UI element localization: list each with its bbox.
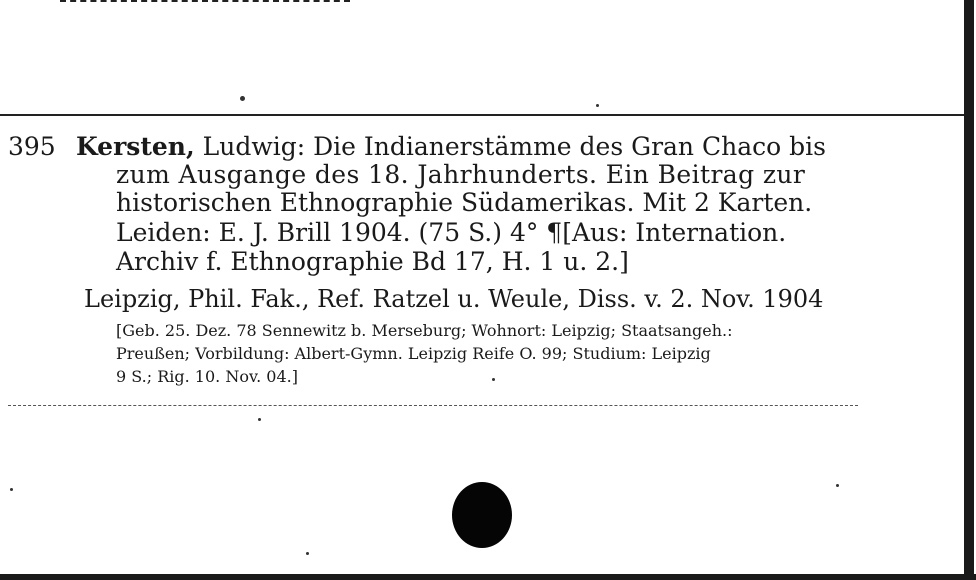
title-line-5: Archiv f. Ethnographie Bd 17, H. 1 u. 2.] <box>116 247 629 276</box>
speck <box>492 378 495 381</box>
speck <box>306 552 309 555</box>
note-line-1: [Geb. 25. Dez. 78 Sennewitz b. Merseburg; Wohnort: Leipzig; Staatsangeh.: <box>116 321 733 340</box>
speck <box>10 488 13 491</box>
title-line-3: historischen Ethnographie Südamerikas. Mit 2 Karten. <box>116 188 813 217</box>
speck <box>240 96 245 101</box>
note-line-3: 9 S.; Rig. 10. Nov. 04.] <box>116 367 298 386</box>
thesis-line: Leipzig, Phil. Fak., Ref. Ratzel u. Weule, Diss. v. 2. Nov. 1904 <box>84 285 824 313</box>
title-line-1-text: Ludwig: Die Indianerstämme des Gran Chaco bis <box>194 132 826 161</box>
bottom-card-edge <box>0 574 976 580</box>
title-line-1 <box>76 132 826 162</box>
title-line-2: zum Ausgange des 18. Jahrhunderts. Ein Beitrag zur <box>116 160 806 189</box>
speck <box>258 418 261 421</box>
speck <box>836 484 839 487</box>
author-name: Kersten, <box>76 132 195 161</box>
speck <box>596 104 599 107</box>
note-line-2: Preußen; Vorbildung: Albert-Gymn. Leipzig Reife O. 99; Studium: Leipzig <box>116 344 711 363</box>
bottom-dashed-rule <box>8 405 858 406</box>
top-dashed-line <box>60 0 350 2</box>
top-rule <box>0 114 966 116</box>
punch-hole <box>452 482 512 548</box>
right-card-edge <box>964 0 974 580</box>
title-line-4: Leiden: E. J. Brill 1904. (75 S.) 4° ¶[Aus: Internation. <box>116 218 787 247</box>
entry-number: 395 <box>8 132 56 161</box>
